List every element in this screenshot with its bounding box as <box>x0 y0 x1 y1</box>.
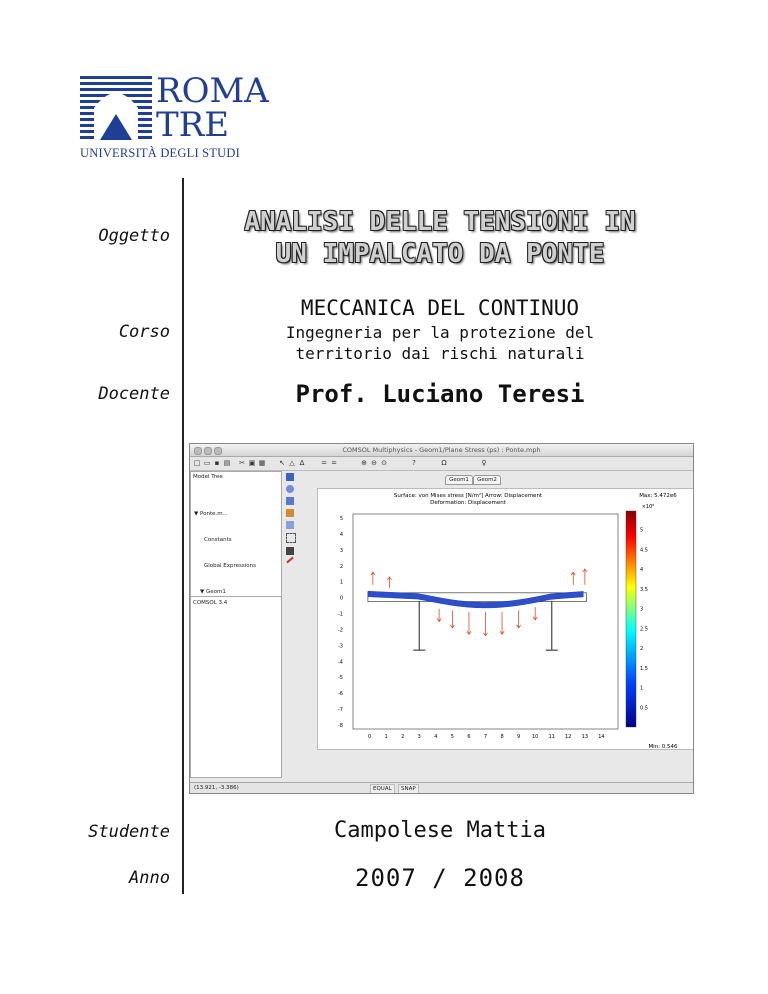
window-titlebar: COMSOL Multiphysics - Geom1/Plane Stress (ps) : Ponte.mph <box>190 444 693 457</box>
student-name: Campolese Mattia <box>334 818 546 843</box>
y-tick-label: 2 <box>339 563 343 570</box>
y-tick-label: 4 <box>339 531 343 538</box>
log-panel <box>190 596 282 778</box>
course-name: MECCANICA DEL CONTINUO <box>300 296 580 320</box>
tree-item-geom1[interactable]: ▼ Geom1 <box>200 589 226 596</box>
colorbar-tick-label: 1 <box>640 685 644 692</box>
animate-icon[interactable] <box>286 547 294 555</box>
x-tick-label: 4 <box>434 734 438 740</box>
plot-icon[interactable] <box>286 497 294 505</box>
paste-icon: ▦ <box>258 459 266 467</box>
divider-line <box>182 178 184 894</box>
x-tick-label: 9 <box>517 734 521 740</box>
omega-icon: Ω <box>441 459 447 467</box>
colorbar-tick-label: 3 <box>640 606 644 613</box>
x-tick-label: 3 <box>417 734 421 740</box>
stress-plot <box>318 489 694 749</box>
solve-icon: = <box>331 459 337 467</box>
status-bar <box>190 782 693 794</box>
y-tick-label: -6 <box>338 691 343 698</box>
plot-title: Surface: von Mises stress [N/m²] Arrow: Displacement <box>393 493 543 499</box>
colorbar-tick-label: 3.5 <box>640 586 648 593</box>
solve-round-icon[interactable] <box>286 485 294 493</box>
y-tick-label: -3 <box>338 643 343 650</box>
logo-tre-text: TRE <box>156 105 230 145</box>
new-file-icon: □ <box>193 459 201 467</box>
label-oggetto: Oggetto <box>98 226 170 246</box>
x-tick-label: 11 <box>548 734 555 740</box>
title-line-2: UN IMPALCATO DA PONTE <box>275 239 605 269</box>
label-studente: Studente <box>88 822 170 842</box>
logo-university-text: UNIVERSITÀ DEGLI STUDI <box>80 146 240 160</box>
plot-area <box>317 488 694 750</box>
zoom-window-icon <box>214 447 222 455</box>
x-tick-label: 6 <box>467 734 471 740</box>
colorbar-exponent: ×10⁶ <box>641 504 655 510</box>
model-tree-panel <box>190 471 282 597</box>
hint-icon: ♀ <box>481 459 487 467</box>
equation-icon: = <box>321 459 327 467</box>
degree-name <box>196 322 684 364</box>
tree-item-label: Global Expressions <box>204 563 257 570</box>
open-file-icon: ▭ <box>203 459 211 467</box>
x-tick-label: 5 <box>450 734 454 740</box>
label-corso: Corso <box>118 322 170 342</box>
y-tick-label: -4 <box>338 659 343 666</box>
y-tick-label: -1 <box>338 611 343 618</box>
label-docente: Docente <box>98 384 170 404</box>
degree-line-1: Ingegneria per la protezione del <box>285 323 595 342</box>
colorbar-tick-label: 2 <box>640 646 644 653</box>
x-tick-label: 7 <box>483 734 488 740</box>
draw-toolbar <box>283 471 297 631</box>
copy-icon: ▣ <box>248 459 256 467</box>
y-tick-label: 0 <box>339 595 343 602</box>
y-tick-label: 1 <box>339 579 343 586</box>
pointer-icon: ↖ <box>279 459 285 467</box>
tree-item-label: Geom1 <box>205 589 226 596</box>
y-tick-label: -7 <box>338 707 343 714</box>
logo-roma-text: ROMA <box>156 71 269 111</box>
zoom-out-icon: ⊖ <box>371 459 377 467</box>
title-line-1: ANALISI DELLE TENSIONI IN <box>244 207 636 237</box>
settings-icon[interactable] <box>286 521 294 529</box>
coordinate-readout: (13.921, -3.386) <box>194 785 239 791</box>
teacher-name: Prof. Luciano Teresi <box>295 380 585 408</box>
colorbar-tick-label: 4 <box>640 567 644 574</box>
colorbar-tick-label: 5 <box>640 527 644 534</box>
x-tick-label: 0 <box>367 734 372 740</box>
close-window-icon <box>194 447 202 455</box>
plot-subtitle: Deformation: Displacement <box>430 500 506 506</box>
x-tick-label: 8 <box>500 734 504 740</box>
triangle-icon: △ <box>289 459 295 467</box>
model-tree-label: Model Tree <box>193 474 223 480</box>
tree-item-label: Ponte.m... <box>199 511 228 518</box>
colorbar-tick-label: 1.5 <box>640 665 648 672</box>
x-tick-label: 14 <box>598 734 605 740</box>
zoom-window-tool-icon: ⊙ <box>381 459 387 467</box>
tree-item-global-expressions[interactable] <box>194 562 281 571</box>
x-tick-label: 12 <box>565 734 572 740</box>
x-tick-label: 10 <box>532 734 539 740</box>
cut-icon: ✂ <box>239 459 245 467</box>
y-tick-label: -2 <box>338 627 343 634</box>
tab-geom2[interactable]: Geom2 <box>473 475 501 485</box>
colorbar-tick-label: 0.5 <box>640 705 648 712</box>
degree-line-2: territorio dai rischi naturali <box>295 344 585 363</box>
y-tick-label: 5 <box>339 516 343 522</box>
log-text: COMSOL 3.4 <box>193 600 228 606</box>
tab-geom1[interactable]: Geom1 <box>445 475 473 485</box>
print-icon: ▤ <box>223 459 231 467</box>
select-icon[interactable] <box>286 533 296 543</box>
max-label: Max: 5.472e6 <box>639 493 677 499</box>
minimize-window-icon <box>204 447 212 455</box>
help-icon: ? <box>412 459 416 467</box>
y-tick-label: -5 <box>338 675 343 682</box>
line-tool-icon[interactable] <box>286 557 293 564</box>
postprocess-icon[interactable] <box>286 509 294 517</box>
save-icon: ▪ <box>214 459 220 467</box>
zoom-in-icon: ⊕ <box>361 459 367 467</box>
label-anno: Anno <box>129 868 170 888</box>
tree-item-constants[interactable] <box>194 536 281 545</box>
snap-toggle[interactable]: SNAP <box>398 784 419 794</box>
x-tick-label: 2 <box>401 734 405 740</box>
y-tick-label: 3 <box>339 547 343 554</box>
x-tick-label: 1 <box>384 734 388 740</box>
boundary-icon: ∆ <box>299 459 305 467</box>
y-tick-label: -8 <box>338 723 343 729</box>
colorbar <box>626 511 636 727</box>
tree-item-ponte[interactable]: ▼ Ponte.m... <box>194 511 228 518</box>
min-label: Min: 0.546 <box>648 744 678 749</box>
tree-item-label: Constants <box>204 537 232 544</box>
toolbar <box>190 457 693 471</box>
colorbar-tick-label: 4.5 <box>640 547 648 554</box>
colorbar-tick-label: 2.5 <box>640 626 648 633</box>
comsol-screenshot <box>189 443 694 794</box>
equal-toggle[interactable]: EQUAL <box>370 784 395 794</box>
x-tick-label: 13 <box>581 734 589 740</box>
mesh-icon[interactable] <box>286 473 294 481</box>
document-title <box>196 206 684 270</box>
academic-year: 2007 / 2008 <box>355 864 525 892</box>
